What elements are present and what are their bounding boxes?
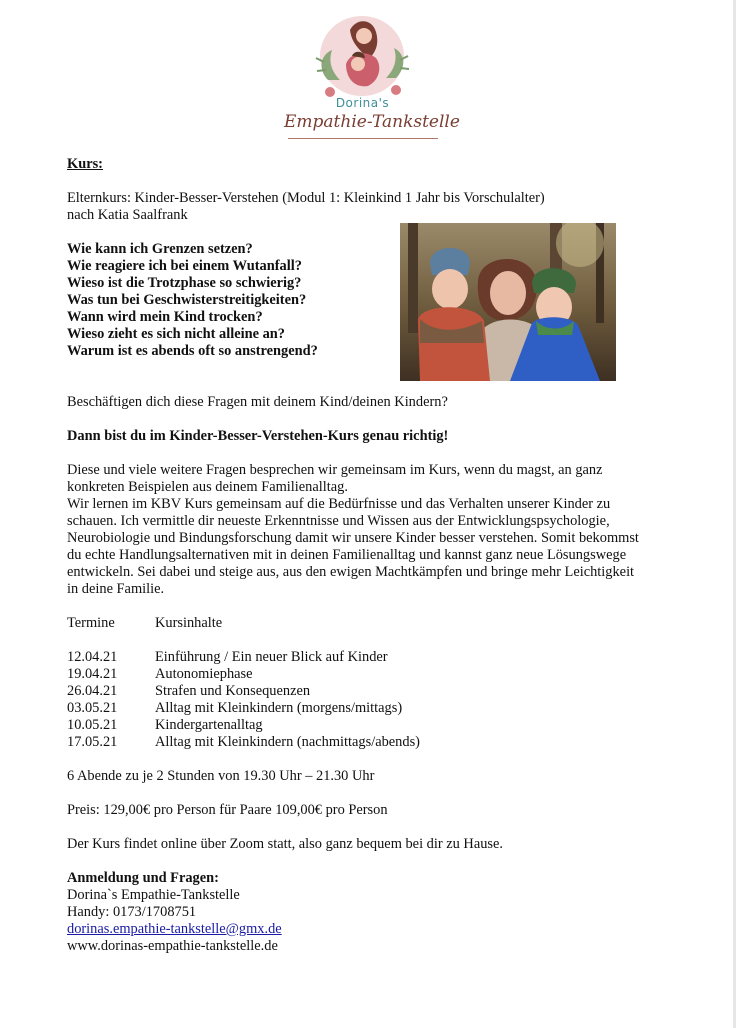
description-line: schauen. Ich vermittle dir neueste Erkenntnisse und Wissen aus der Entwicklungspsychologie, xyxy=(67,513,610,529)
course-author: nach Katia Saalfrank xyxy=(67,207,188,223)
description-line: in deine Familie. xyxy=(67,581,165,597)
description-line: Diese und viele weitere Fragen besprechen wir gemeinsam im Kurs, wenn du magst, an ganz xyxy=(67,462,603,478)
question-item: Wieso ist die Trotzphase so schwierig? xyxy=(67,275,302,291)
price-info: Preis: 129,00€ pro Person für Paare 109,00€ pro Person xyxy=(67,802,388,818)
course-title: Elternkurs: Kinder-Besser-Verstehen (Modul 1: Kleinkind 1 Jahr bis Vorschulalter) xyxy=(67,190,545,206)
description-line: Wir lernen im KBV Kurs gemeinsam auf die Bedürfnisse und das Verhalten unserer Kinder zu xyxy=(67,496,611,512)
question-item: Was tun bei Geschwisterstreitigkeiten? xyxy=(67,292,307,308)
question-item: Wieso zieht es sich nicht alleine an? xyxy=(67,326,285,342)
question-item: Warum ist es abends oft so anstrengend? xyxy=(67,343,318,359)
schedule-header xyxy=(67,615,667,632)
callout: Dann bist du im Kinder-Besser-Verstehen-Kurs genau richtig! xyxy=(67,428,449,444)
schedule-date: 19.04.21 xyxy=(67,666,118,682)
schedule-row xyxy=(67,666,667,683)
schedule-row xyxy=(67,683,667,700)
question-item: Wie reagiere ich bei einem Wutanfall? xyxy=(67,258,302,274)
schedule-row xyxy=(67,700,667,717)
logo-subtitle: Empathie-Tankstelle xyxy=(284,112,460,132)
schedule-topic: Kindergartenalltag xyxy=(155,717,263,733)
contact-website: www.dorinas-empathie-tankstelle.de xyxy=(67,938,278,954)
description-line: entwickeln. Sei dabei und steige aus, aus den ewigen Machtkämpfen und bringe mehr Leichtigkeit xyxy=(67,564,635,580)
duration-info: 6 Abende zu je 2 Stunden von 19.30 Uhr – 21.30 Uhr xyxy=(67,768,375,784)
online-note: Der Kurs findet online über Zoom statt, also ganz bequem bei dir zu Hause. xyxy=(67,836,503,852)
schedule-row xyxy=(67,717,667,734)
schedule-date: 17.05.21 xyxy=(67,734,118,750)
contact-name: Dorina`s Empathie-Tankstelle xyxy=(67,887,240,903)
schedule-topic: Einführung / Ein neuer Blick auf Kinder xyxy=(155,649,388,665)
logo-name: Dorina's xyxy=(335,96,390,110)
description-line: du echte Handlungsalternativen mit in deinen Familienalltag und kannst ganz neue Lösungswege xyxy=(67,547,627,563)
contact-phone: Handy: 0173/1708751 xyxy=(67,904,197,920)
schedule-date: 10.05.21 xyxy=(67,717,118,733)
document-body xyxy=(67,156,667,955)
description-line: Neurobiologie und Bindungsforschung damit wir unsere Kinder besser verstehen. Somit bekommst xyxy=(67,530,639,546)
schedule-header-dates: Termine xyxy=(67,615,115,631)
description-line: konkreten Beispielen aus deinem Familienalltag. xyxy=(67,479,348,495)
logo-mother-child-illustration xyxy=(310,10,415,105)
question-list xyxy=(67,241,667,360)
schedule-row xyxy=(67,734,667,751)
question-item: Wann wird mein Kind trocken? xyxy=(67,309,263,325)
contact-email-link[interactable]: dorinas.empathie-tankstelle@gmx.de xyxy=(67,921,282,937)
schedule-header-topics: Kursinhalte xyxy=(155,615,223,631)
schedule-row xyxy=(67,649,667,666)
schedule-topic: Strafen und Konsequenzen xyxy=(155,683,311,699)
schedule-topic: Autonomiephase xyxy=(155,666,253,682)
question-item: Wie kann ich Grenzen setzen? xyxy=(67,241,253,257)
section-heading: Kurs: xyxy=(67,156,103,172)
intro-question: Beschäftigen dich diese Fragen mit deinem Kind/deinen Kindern? xyxy=(67,394,448,410)
schedule-date: 03.05.21 xyxy=(67,700,118,716)
brand-logo xyxy=(280,10,460,152)
description xyxy=(67,462,667,598)
schedule-date: 12.04.21 xyxy=(67,649,118,665)
schedule-date: 26.04.21 xyxy=(67,683,118,699)
schedule-topic: Alltag mit Kleinkindern (morgens/mittags) xyxy=(155,700,403,716)
schedule-table xyxy=(67,649,667,751)
contact-heading: Anmeldung und Fragen: xyxy=(67,870,219,886)
logo-underline xyxy=(288,138,438,139)
schedule-topic: Alltag mit Kleinkindern (nachmittags/abends) xyxy=(155,734,420,750)
